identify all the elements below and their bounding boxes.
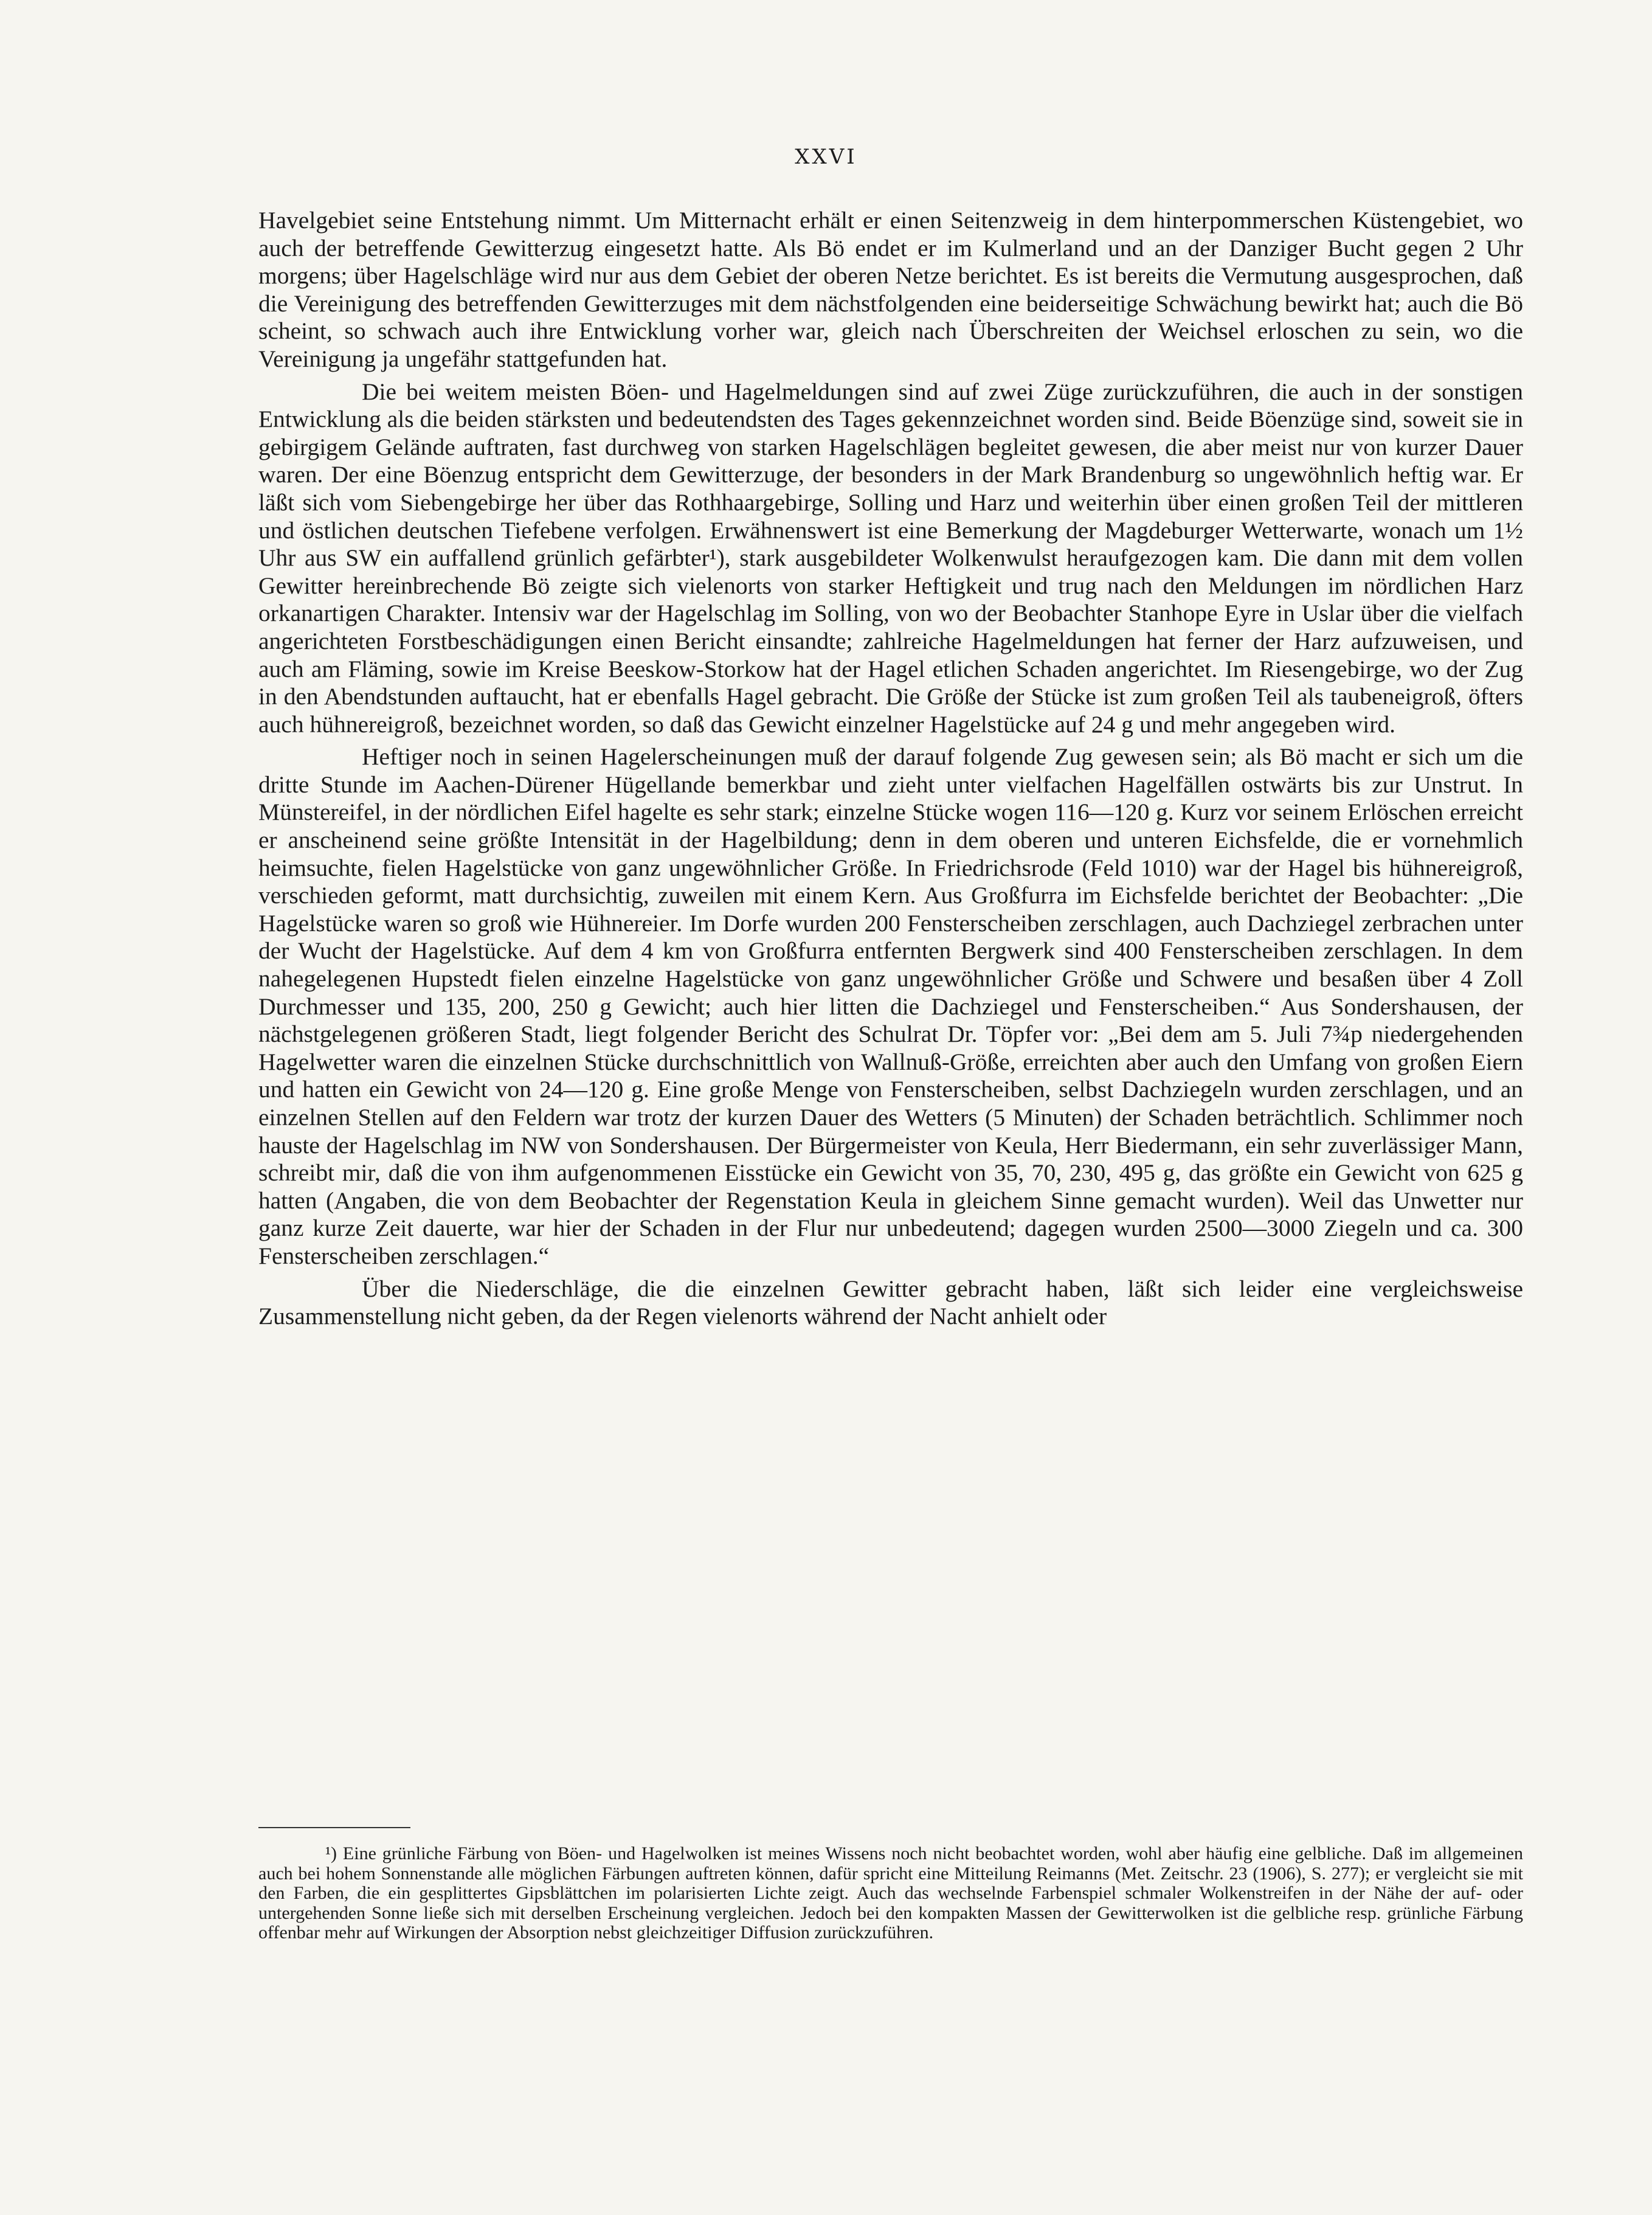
- paragraph-niederschlaege: Über die Niederschläge, die die einzelnen Gewitter gebracht haben, läßt sich leider eine vergleichsweise Zusammenstellung nicht geben, da der Regen vielenorts während der Nacht anhielt oder: [258, 1275, 1523, 1330]
- body-text: [258, 207, 1523, 1336]
- footnote: ¹) Eine grünliche Färbung von Böen- und Hagelwolken ist meines Wissens noch nicht beobachtet worden, wohl aber häufig eine gelbliche. Daß im allgemeinen auch bei hohem Sonnenstande alle möglichen Färbungen auftreten können, dafür spricht eine Mitteilung Reimanns (Met. Zeitschr. 23 (1906), S. 277); er vergleicht sie mit den Farben, die ein gesplittertes Gipsblättchen im polarisierten Lichte zeigt. Auch das wechselnde Farbenspiel schmaler Wolkenstreifen in der Nähe der auf- oder untergehenden Sonne ließe sich mit derselben Erscheinung vergleichen. Jedoch bei den kompakten Massen der Gewitterwolken ist die gelbliche resp. grünliche Färbung offenbar mehr auf Wirkungen der Absorption nebst gleichzeitiger Diffusion zurückzuführen.: [258, 1843, 1523, 1943]
- page-number: XXVI: [795, 145, 857, 169]
- paragraph-folgender-zug: Heftiger noch in seinen Hagelerscheinungen muß der darauf folgende Zug gewesen sein; als Bö macht er sich um die dritte Stunde im Aachen-Dürener Hügellande bemerkbar und zieht unter vielfachen Hagelfällen ostwärts bis zur Unstrut. In Münstereifel, in der nördlichen Eifel hagelte es sehr stark; einzelne Stücke wogen 116—120 g. Kurz vor seinem Erlöschen erreicht er anscheinend seine größte Intensität in der Hagelbildung; denn in dem oberen und unteren Eichsfelde, die er vornehmlich heimsuchte, fielen Hagelstücke von ganz ungewöhnlicher Größe. In Friedrichsrode (Feld 1010) war der Hagel bis hühnereigroß, verschieden geformt, matt durchsichtig, zuweilen mit einem Kern. Aus Großfurra im Eichsfelde berichtet der Beobachter: „Die Hagelstücke waren so groß wie Hühnereier. Im Dorfe wurden 200 Fensterscheiben zerschlagen, auch Dachziegel zerbrachen unter der Wucht der Hagelstücke. Auf dem 4 km von Großfurra entfernten Bergwerk sind 400 Fensterscheiben zerschlagen. In dem nahegelegenen Hupstedt fielen einzelne Hagelstücke von ganz ungewöhnlicher Größe und Schwere und besaßen über 4 Zoll Durchmesser und 135, 200, 250 g Gewicht; auch hier litten die Dachziegel und Fensterscheiben.“ Aus Sondershausen, der nächstgelegenen größeren Stadt, liegt folgender Bericht des Schulrat Dr. Töpfer vor: „Bei dem am 5. Juli 7¾p niedergehenden Hagelwetter waren die einzelnen Stücke durchschnittlich von Wallnuß-Größe, erreichten aber auch den Umfang von großen Eiern und hatten ein Gewicht von 24—120 g. Eine große Menge von Fensterscheiben, selbst Dachziegeln wurden zerschlagen, und an einzelnen Stellen auf den Feldern war trotz der kurzen Dauer des Wetters (5 Minuten) der Schaden beträchtlich. Schlimmer noch hauste der Hagelschlag im NW von Sondershausen. Der Bürgermeister von Keula, Herr Biedermann, ein sehr zuverlässiger Mann, schreibt mir, daß die von ihm aufgenommenen Eisstücke ein Gewicht von 35, 70, 230, 495 g, das größte ein Gewicht von 625 g hatten (Angaben, die von dem Beobachter der Regenstation Keula in gleichem Sinne gemacht wurden). Weil das Unwetter nur ganz kurze Zeit dauerte, war hier der Schaden in der Flur nur unbedeutend; dagegen wurden 2500—3000 Ziegeln und ca. 300 Fensterscheiben zerschlagen.“: [258, 743, 1523, 1269]
- paragraph-continuation: Havelgebiet seine Entstehung nimmt. Um Mitternacht erhält er einen Seitenzweig in dem hinterpommerschen Küstengebiet, wo auch der betreffende Gewitterzug eingesetzt hatte. Als Bö endet er im Kulmerland und an der Danziger Bucht gegen 2 Uhr morgens; über Hagelschläge wird nur aus dem Gebiet der oberen Netze berichtet. Es ist bereits die Vermutung ausgesprochen, daß die Vereinigung des betreffenden Gewitterzuges mit dem nächstfolgenden eine beiderseitige Schwächung bewirkt hat; auch die Bö scheint, so schwach auch ihre Entwicklung vorher war, gleich nach Überschreiten der Weichsel erloschen zu sein, wo die Vereinigung ja ungefähr stattgefunden hat.: [258, 207, 1523, 372]
- footnote-separator: [258, 1827, 410, 1828]
- paragraph-boeen-hagelmeldungen: Die bei weitem meisten Böen- und Hagelmeldungen sind auf zwei Züge zurückzuführen, die auch in der sonstigen Entwicklung als die beiden stärksten und bedeutendsten des Tages gekennzeichnet worden sind. Beide Böenzüge sind, soweit sie in gebirgigem Gelände auftraten, fast durchweg von starken Hagelschlägen begleitet gewesen, die aber meist nur von kurzer Dauer waren. Der eine Böenzug entspricht dem Gewitterzuge, der besonders in der Mark Brandenburg so ungewöhnlich heftig war. Er läßt sich vom Siebengebirge her über das Rothhaargebirge, Solling und Harz und weiterhin über einen großen Teil der mittleren und östlichen deutschen Tiefebene verfolgen. Erwähnenswert ist eine Bemerkung der Magdeburger Wetterwarte, wonach um 1½ Uhr aus SW ein auffallend grünlich gefärbter¹), stark ausgebildeter Wolkenwulst heraufgezogen kam. Die dann mit dem vollen Gewitter hereinbrechende Bö zeigte sich vielenorts von starker Heftigkeit und trug nach den Meldungen im nördlichen Harz orkanartigen Charakter. Intensiv war der Hagelschlag im Solling, von wo der Beobachter Stanhope Eyre in Uslar über die vielfach angerichteten Forstbeschädigungen einen Bericht einsandte; zahlreiche Hagelmeldungen hat ferner der Harz aufzuweisen, und auch am Fläming, sowie im Kreise Beeskow-Storkow hat der Hagel etlichen Schaden angerichtet. Im Riesengebirge, wo der Zug in den Abendstunden auftaucht, hat er ebenfalls Hagel gebracht. Die Größe der Stücke ist zum großen Teil als taubeneigroß, öfters auch hühnereigroß, bezeichnet worden, so daß das Gewicht einzelner Hagelstücke auf 24 g und mehr angegeben wird.: [258, 378, 1523, 738]
